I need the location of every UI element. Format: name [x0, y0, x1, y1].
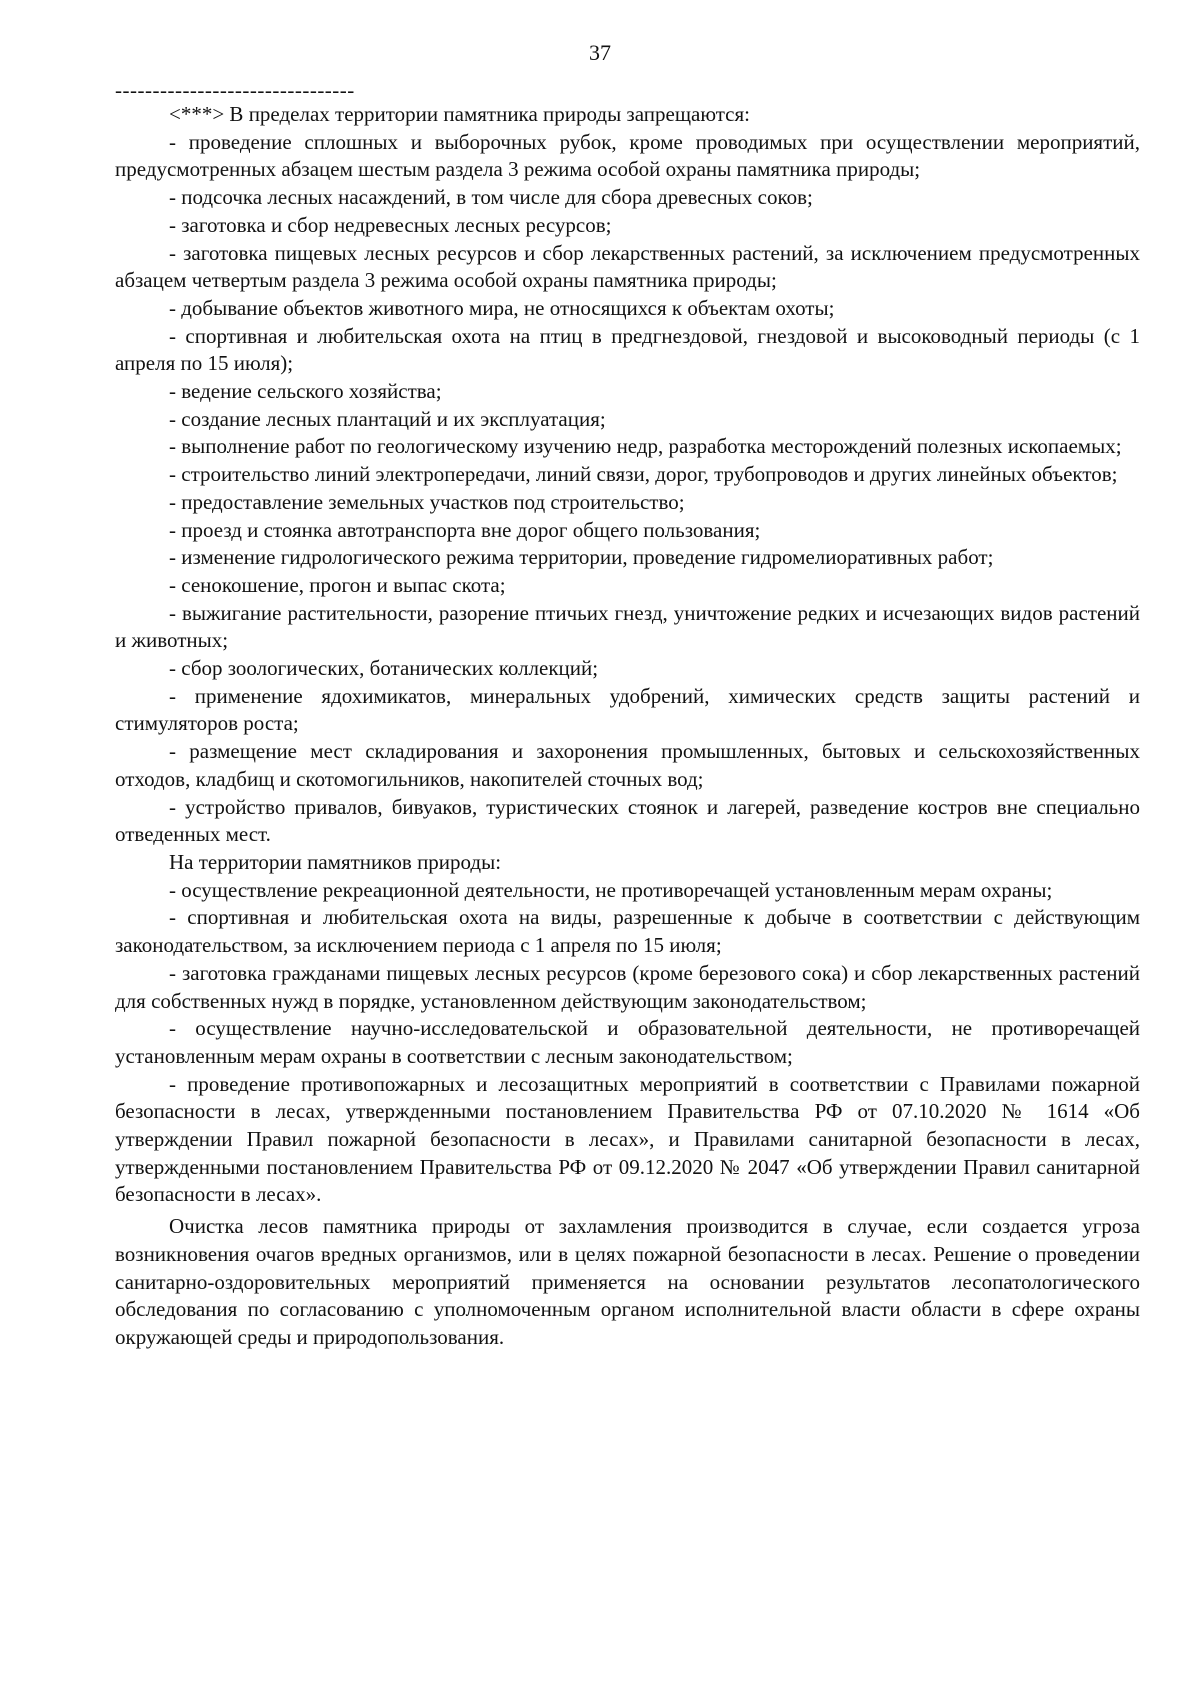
section-heading: На территории памятников природы: — [169, 849, 502, 874]
page-number: 37 — [589, 40, 611, 65]
list-item: - заготовка пищевых лесных ресурсов и сбор лекарственных растений, за исключением предусмотренных абзацем четвертым раздела 3 режима особой охраны памятника природы; — [115, 240, 1140, 293]
footnote-separator: -------------------------------- — [115, 79, 355, 101]
list-item: - применение ядохимикатов, минеральных удобрений, химических средств защиты растений и стимуляторов роста; — [115, 683, 1140, 736]
list-item: - спортивная и любительская охота на виды, разрешенные к добыче в соответствии с действующим законодательством, за исключением периода с 1 апреля по 15 июля; — [115, 905, 1140, 958]
list-item: - сенокошение, прогон и выпас скота; — [169, 572, 506, 597]
list-item: - осуществление научно-исследовательской и образовательной деятельности, не противоречащей установленным мерам охраны в соответствии с лесным законодательством; — [115, 1016, 1140, 1068]
list-item: - проведение противопожарных и лесозащитных мероприятий в соответствии с Правилами пожарной безопасности в лесах, утвержденными постановлением Правительства РФ от 07.10.2020 № 1614 «Об утверждении Правил пожарной безопасности в лесах», и Правилами санитарной безопасности в лесах, утвержденными постановлением Правительства РФ от 09.12.2020 № 2047 «Об утверждении Правил санитарной безопасности в лесах». — [115, 1071, 1140, 1207]
list-item: - заготовка гражданами пищевых лесных ресурсов (кроме березового сока) и сбор лекарственных растений для собственных нужд в порядке, установленном действующим законодательством; — [115, 960, 1140, 1013]
list-item: - осуществление рекреационной деятельности, не противоречащей установленным мерам охраны; — [169, 877, 1053, 902]
list-item: - сбор зоологических, ботанических коллекций; — [169, 656, 599, 681]
list-item: - ведение сельского хозяйства; — [169, 379, 442, 404]
list-item: - проезд и стоянка автотранспорта вне дорог общего пользования; — [169, 517, 761, 542]
list-item: - предоставление земельных участков под строительство; — [169, 489, 685, 514]
list-item: - выжигание растительности, разорение птичьих гнезд, уничтожение редких и исчезающих видов растений и животных; — [115, 600, 1140, 653]
list-item: - добывание объектов животного мира, не относящихся к объектам охоты; — [169, 295, 835, 320]
footnote-heading: <***> В пределах территории памятника природы запрещаются: — [169, 102, 750, 126]
closing-paragraph: Очистка лесов памятника природы от захламления производится в случае, если создается угроза возникновения очагов вредных организмов, или в целях пожарной безопасности в лесах. Решение о проведении санитарно-оздоровительных мероприятий применяется на основании результатов лесопатологического обследования по согласованию с уполномоченным органом исполнительной власти области в сфере охраны окружающей среды и природопользования. — [115, 1214, 1140, 1349]
list-item: - строительство линий электропередачи, линий связи, дорог, трубопроводов и других линейных объектов; — [169, 462, 1118, 487]
list-item: - размещение мест складирования и захоронения промышленных, бытовых и сельскохозяйственных отходов, кладбищ и скотомогильников, накопителей сточных вод; — [115, 739, 1140, 791]
list-item: - выполнение работ по геологическому изучению недр, разработка месторождений полезных ископаемых; — [169, 434, 1122, 459]
list-item: - проведение сплошных и выборочных рубок, кроме проводимых при осуществлении мероприятий, предусмотренных абзацем шестым раздела 3 режима особой охраны памятника природы; — [115, 129, 1140, 182]
list-item: - создание лесных плантаций и их эксплуатация; — [169, 406, 606, 431]
list-item: - спортивная и любительская охота на птиц в предгнездовой, гнездовой и высоководный периоды (с 1 апреля по 15 июля); — [115, 323, 1140, 376]
list-item: - устройство привалов, бивуаков, туристических стоянок и лагерей, разведение костров вне специально отведенных мест. — [115, 794, 1140, 847]
list-item: - изменение гидрологического режима территории, проведение гидромелиоративных работ; — [169, 545, 994, 570]
list-item: - подсочка лесных насаждений, в том числе для сбора древесных соков; — [169, 185, 813, 210]
document-body — [115, 79, 1140, 1352]
list-item: - заготовка и сбор недревесных лесных ресурсов; — [169, 212, 612, 237]
